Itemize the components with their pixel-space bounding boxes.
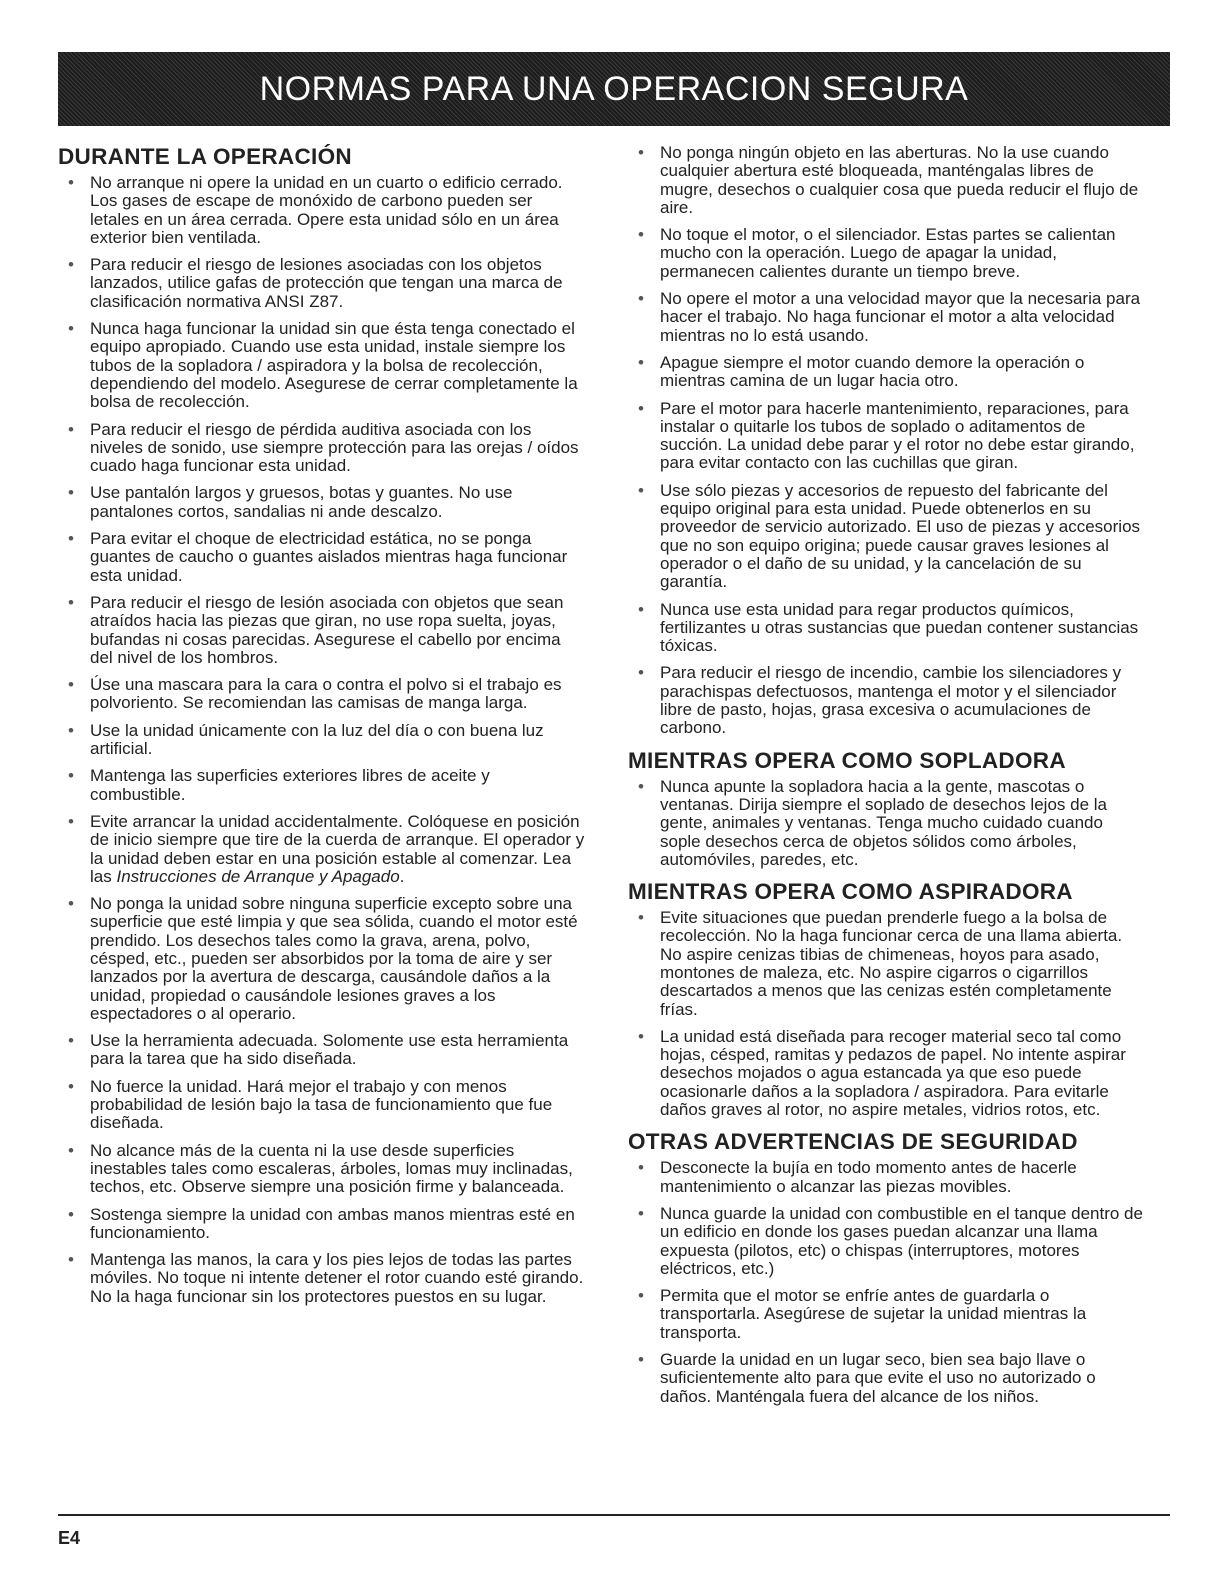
list-item: • Para evitar el choque de electricidad estática, no se ponga guantes de caucho o guantes aislados mientras haga funcionar esta unidad. <box>68 529 568 585</box>
list-item: • Úse una mascara para la cara o contra el polvo si el trabajo es polvoriento. Se recomiendan las camisas de manga larga. <box>68 675 562 713</box>
bullet-icon: • <box>68 811 74 831</box>
bullet-icon: • <box>68 720 74 740</box>
bullet-icon: • <box>638 1286 644 1306</box>
sopladora-list <box>628 778 1148 869</box>
bullet-icon: • <box>638 480 644 500</box>
list-item: • No fuerce la unidad. Hará mejor el trabajo y con menos probabilidad de lesión bajo la tasa de funcionamiento que fue diseñada. <box>68 1076 553 1133</box>
list-item: • Evite arrancar la unidad accidentalmente. Colóquese en posición de inicio siempre que tire de la cuerda de arranque. El operador y la unidad deben estar en una posición estable al comenzar. Lea las Instrucciones de Arranque y Apagado. <box>68 811 585 886</box>
right-column <box>628 144 1148 1415</box>
bullet-icon: • <box>68 319 74 339</box>
durante-list <box>58 174 586 1306</box>
list-item: • Nunca haga funcionar la unidad sin que ésta tenga conectado el equipo apropiado. Cuando use esta unidad, instale siempre los tubos de la sopladora / aspiradora y la bolsa de recolección, dependiendo del modelo. Asegurese de cerrar completamente la bolsa de recolección. <box>68 319 578 412</box>
bullet-icon: • <box>68 1204 74 1224</box>
bullet-icon: • <box>68 255 74 275</box>
list-item: • Mantenga las superficies exteriores libres de aceite y combustible. <box>68 766 490 804</box>
list-item: • Nunca use esta unidad para regar productos químicos, fertilizantes u otras sustancias que puedan contener sustancias tóxicas. <box>638 599 1139 656</box>
list-item: • Apague siempre el motor cuando demore la operación o mientras camina de un lugar hacia otro. <box>638 352 1085 391</box>
bullet-icon: • <box>638 908 644 928</box>
list-item: • Para reducir el riesgo de lesiones asociadas con los objetos lanzados, utilice gafas de protección que tengan una marca de clasificación normativa ANSI Z87. <box>68 255 563 311</box>
bullet-icon: • <box>68 592 74 612</box>
bullet-icon: • <box>638 663 644 683</box>
bullet-icon: • <box>68 1031 74 1051</box>
bullet-icon: • <box>68 483 74 503</box>
bullet-icon: • <box>638 289 644 309</box>
list-item: • Mantenga las manos, la cara y los pies lejos de todas las partes móviles. No toque ni intente detener el rotor cuando esté girando. No la haga funcionar sin los protectores puestos en su lugar. <box>68 1250 584 1306</box>
bullet-icon: • <box>638 1350 644 1370</box>
title-banner <box>58 52 1170 126</box>
bullet-icon: • <box>68 1250 74 1270</box>
instructions-reference: Instrucciones de Arranque y Apagado <box>116 866 400 886</box>
bullet-icon: • <box>68 173 74 192</box>
list-item: • No alcance más de la cuenta ni la use desde superficies inestables tales como escaleras, árboles, lomas muy inclinadas, techos, etc. Observe siempre una posición firme y balanceada. <box>68 1140 573 1197</box>
otras-list <box>628 1159 1148 1406</box>
list-item: • No toque el motor, o el silenciador. Estas partes se calientan mucho con la operación. Luego de apagar la unidad, permanecen calientes durante un tiempo breve. <box>638 225 1116 281</box>
list-item: • Nunca apunte la sopladora hacia a la gente, mascotas o ventanas. Dirija siempre el soplado de desechos lejos de la gente, animales y ventanas. Tenga mucho cuidado cuando sople desechos cerca de objetos sólidos como árboles, automóviles, paredes, etc. <box>638 776 1107 869</box>
section-heading-durante: DURANTE LA OPERACIÓN <box>58 144 352 169</box>
list-item: • No opere el motor a una velocidad mayor que la necesaria para hacer el trabajo. No haga funcionar el motor a alta velocidad mientras no lo está usando. <box>638 289 1141 345</box>
list-item: • Use sólo piezas y accesorios de repuesto del fabricante del equipo original para esta unidad. Puede obtenerlos en su proveedor de servicio autorizado. El uso de piezas y accesorios que no son equipo origina; puede causar graves lesiones al operador o el daño de su unidad, y la cancelación de su garantía. <box>638 480 1141 592</box>
list-item: • Use la unidad únicamente con la luz del día o con buena luz artificial. <box>68 720 544 759</box>
page-number: E4 <box>58 1528 81 1548</box>
list-item: • Desconecte la bujía en todo momento antes de hacerle mantenimiento o alcanzar las piezas movibles. <box>638 1158 1077 1196</box>
aspiradora-list <box>628 909 1148 1119</box>
section-heading-sopladora: MIENTRAS OPERA COMO SOPLADORA <box>628 747 1066 773</box>
list-item: • No ponga ningún objeto en las aberturas. No la use cuando cualquier abertura esté bloqueada, manténgalas libres de mugre, desechos o cualquier cosa que pueda reducir el flujo de aire. <box>638 143 1139 217</box>
bullet-icon: • <box>638 1026 644 1046</box>
list-item: • No arranque ni opere la unidad en un cuarto o edificio cerrado. Los gases de escape de monóxido de carbono pueden ser letales en un área cerrada. Opere esta unidad sólo en un área exterior bien ventilada. <box>68 173 563 247</box>
section-heading-otras: OTRAS ADVERTENCIAS DE SEGURIDAD <box>628 1129 1078 1155</box>
bullet-icon: • <box>68 894 74 914</box>
list-item: • Sostenga siempre la unidad con ambas manos mientras esté en funcionamiento. <box>68 1204 575 1242</box>
bullet-icon: • <box>68 766 74 786</box>
list-item: • Evite situaciones que puedan prenderle fuego a la bolsa de recolección. No la haga funcionar cerca de una llama abierta. No aspire cenizas tibias de chimeneas, hoyos para asado, montones de maleza, etc. No aspire cigarros o cigarrillos descartados a menos que las cenizas estén completamente frías. <box>638 908 1123 1019</box>
bullet-icon: • <box>638 143 644 162</box>
list-item: • Permita que el motor se enfríe antes de guardarla o transportarla. Asegúrese de sujetar la unidad mientras la transporta. <box>638 1286 1087 1342</box>
bullet-icon: • <box>638 398 644 418</box>
page-title: NORMAS PARA UNA OPERACION SEGURA <box>259 69 969 108</box>
list-item: • No ponga la unidad sobre ninguna superficie excepto sobre una superficie que esté limpia y que sea sólida, cuando el motor esté prendido. Los desechos tales como la grava, arena, polvo, césped, etc., pueden ser absorbidos por la toma de aire y ser lanzados por la avertura de descarga, causándole daños a la unidad, propiedad o causándole lesiones graves a los espectadores o al operario. <box>68 894 578 1023</box>
list-item: • Pare el motor para hacerle mantenimiento, reparaciones, para instalar o quitarle los tubos de soplado o aditamentos de succión. La unidad debe parar y el rotor no debe estar girando, para evitar contacto con las cuchillas que giran. <box>638 398 1135 473</box>
bullet-icon: • <box>638 776 644 796</box>
bullet-icon: • <box>68 529 74 549</box>
list-item: • Use pantalón largos y gruesos, botas y guantes. No use pantalones cortos, sandalias ni ande descalzo. <box>68 483 513 521</box>
footer-divider <box>58 1514 1170 1516</box>
bullet-icon: • <box>68 419 74 439</box>
bullet-icon: • <box>638 352 644 372</box>
bullet-icon: • <box>68 1076 74 1096</box>
durante-continued-list <box>628 144 1148 738</box>
list-item: • Para reducir el riesgo de lesión asociada con objetos que sean atraídos hacia las piezas que giran, no use ropa suelta, joyas, bufandas ni cosas parecidas. Asegurese el cabello por encima del nivel de los hombros. <box>68 592 564 667</box>
bullet-icon: • <box>638 1203 644 1223</box>
section-heading-aspiradora: MIENTRAS OPERA COMO ASPIRADORA <box>628 879 1073 905</box>
list-item: • Para reducir el riesgo de pérdida auditiva asociada con los niveles de sonido, use siempre protección para las orejas / oídos cuado haga funcionar esta unidad. <box>68 419 579 476</box>
left-column <box>58 144 586 1315</box>
list-item: • Use la herramienta adecuada. Solomente use esta herramienta para la tarea que ha sido diseñada. <box>68 1031 569 1069</box>
list-item: • Nunca guarde la unidad con combustible en el tanque dentro de un edificio en donde los gases puedan alcanzar una llama expuesta (pilotos, etc) o chispas (interruptores, motores eléctricos, etc.) <box>638 1203 1143 1278</box>
bullet-icon: • <box>638 225 644 245</box>
bullet-icon: • <box>638 599 644 619</box>
bullet-icon: • <box>638 1158 644 1178</box>
list-item: • Para reducir el riesgo de incendio, cambie los silenciadores y parachispas defectuosos, mantenga el motor y el silenciador libre de pasto, hojas, grasa excesiva o acumulaciones de carbono. <box>638 663 1122 738</box>
list-item: • La unidad está diseñada para recoger material seco tal como hojas, césped, ramitas y pedazos de papel. No intente aspirar desechos mojados o agua estancada ya que eso puede ocasionarle daños a la sopladora / aspiradora. Para evitarle daños graves al rotor, no aspire metales, vidrios rotos, etc. <box>638 1026 1126 1120</box>
list-item: • Guarde la unidad en un lugar seco, bien sea bajo llave o suficientemente alto para que evite el uso no autorizado o daños. Manténgala fuera del alcance de los niños. <box>638 1350 1096 1406</box>
bullet-icon: • <box>68 675 74 695</box>
bullet-icon: • <box>68 1140 74 1160</box>
